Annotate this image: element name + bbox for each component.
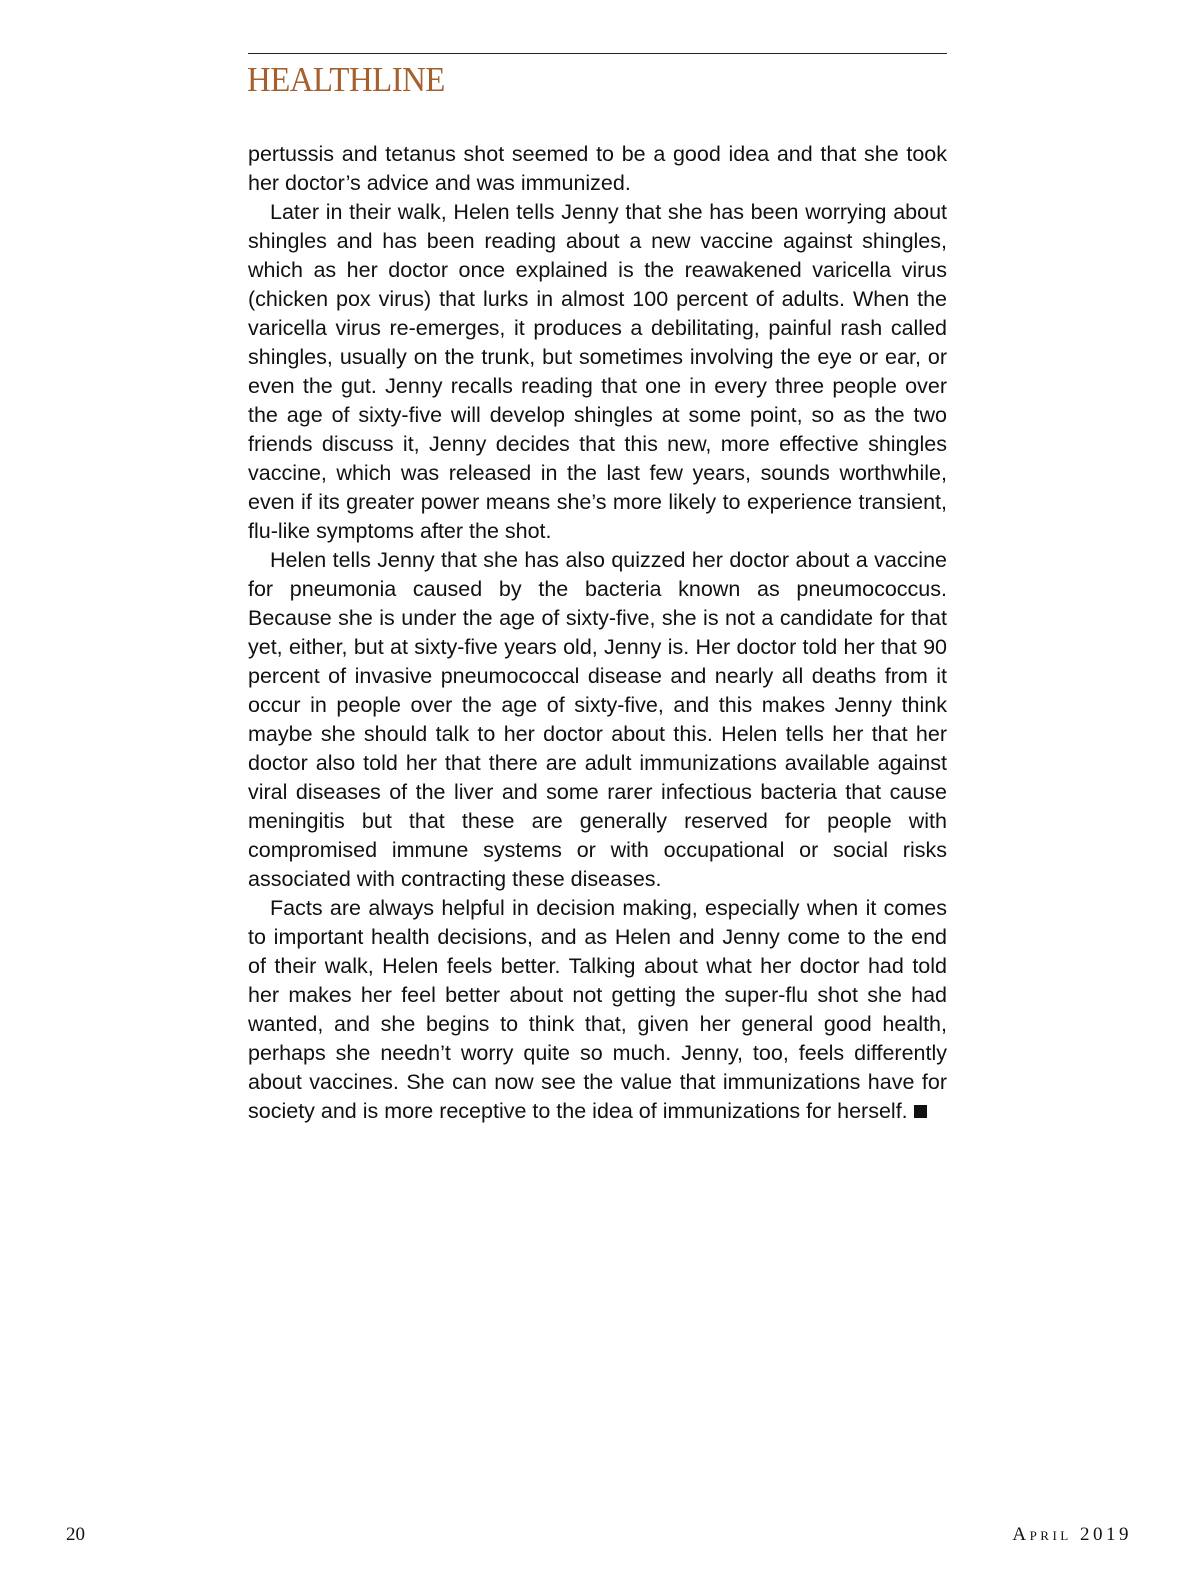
article-paragraph-text: Facts are always helpful in decision making, especially when it comes to important health decisions, and as Helen and Jenny come to the end of their walk, Helen feels better. Talking about what her doctor had told her makes her feel better about not getting the super-flu shot she had wanted, and she begins to think that, given her general good health, perhaps she needn’t worry quite so much. Jenny, too, feels differently about vaccines. She can now see the value that immunizations have for society and is more receptive to the idea of immunizations for herself.: [248, 896, 947, 1123]
page-number: 20: [66, 1524, 85, 1545]
article-paragraph: [248, 894, 947, 1126]
article-body: [248, 140, 947, 1126]
issue-date: April 2019: [1012, 1524, 1132, 1545]
section-title: HEALTHLINE: [247, 60, 445, 99]
article-paragraph: pertussis and tetanus shot seemed to be a good idea and that she took her doctor’s advice and was immunized.: [248, 142, 947, 195]
end-of-article-mark-icon: [914, 1105, 927, 1118]
article-paragraph: Helen tells Jenny that she has also quizzed her doctor about a vaccine for pneumonia caused by the bacteria known as pneumococcus. Because she is under the age of sixty-five, she is not a candidate for that yet, either, but at sixty-five years old, Jenny is. Her doctor told her that 90 percent of invasive pneumococcal disease and nearly all deaths from it occur in people over the age of sixty-five, and this makes Jenny think maybe she should talk to her doctor about this. Helen tells her that her doctor also told her that there are adult immunizations available against viral diseases of the liver and some rarer infectious bacteria that cause meningitis but that these are generally reserved for people with compromised immune systems or with occupational or social risks associated with contracting these diseases.: [248, 548, 947, 891]
header-rule: [248, 53, 947, 54]
article-paragraph: Later in their walk, Helen tells Jenny that she has been worrying about shingles and has been reading about a new vaccine against shingles, which as her doctor once explained is the reawakened varicella virus (chicken pox virus) that lurks in almost 100 percent of adults. When the varicella virus re-emerges, it produces a debilitating, painful rash called shingles, usually on the trunk, but sometimes involving the eye or ear, or even the gut. Jenny recalls reading that one in every three people over the age of sixty-five will develop shingles at some point, so as the two friends discuss it, Jenny decides that this new, more effective shingles vaccine, which was released in the last few years, sounds worthwhile, even if its greater power means she’s more likely to experience transient, flu-like symptoms after the shot.: [248, 200, 947, 543]
